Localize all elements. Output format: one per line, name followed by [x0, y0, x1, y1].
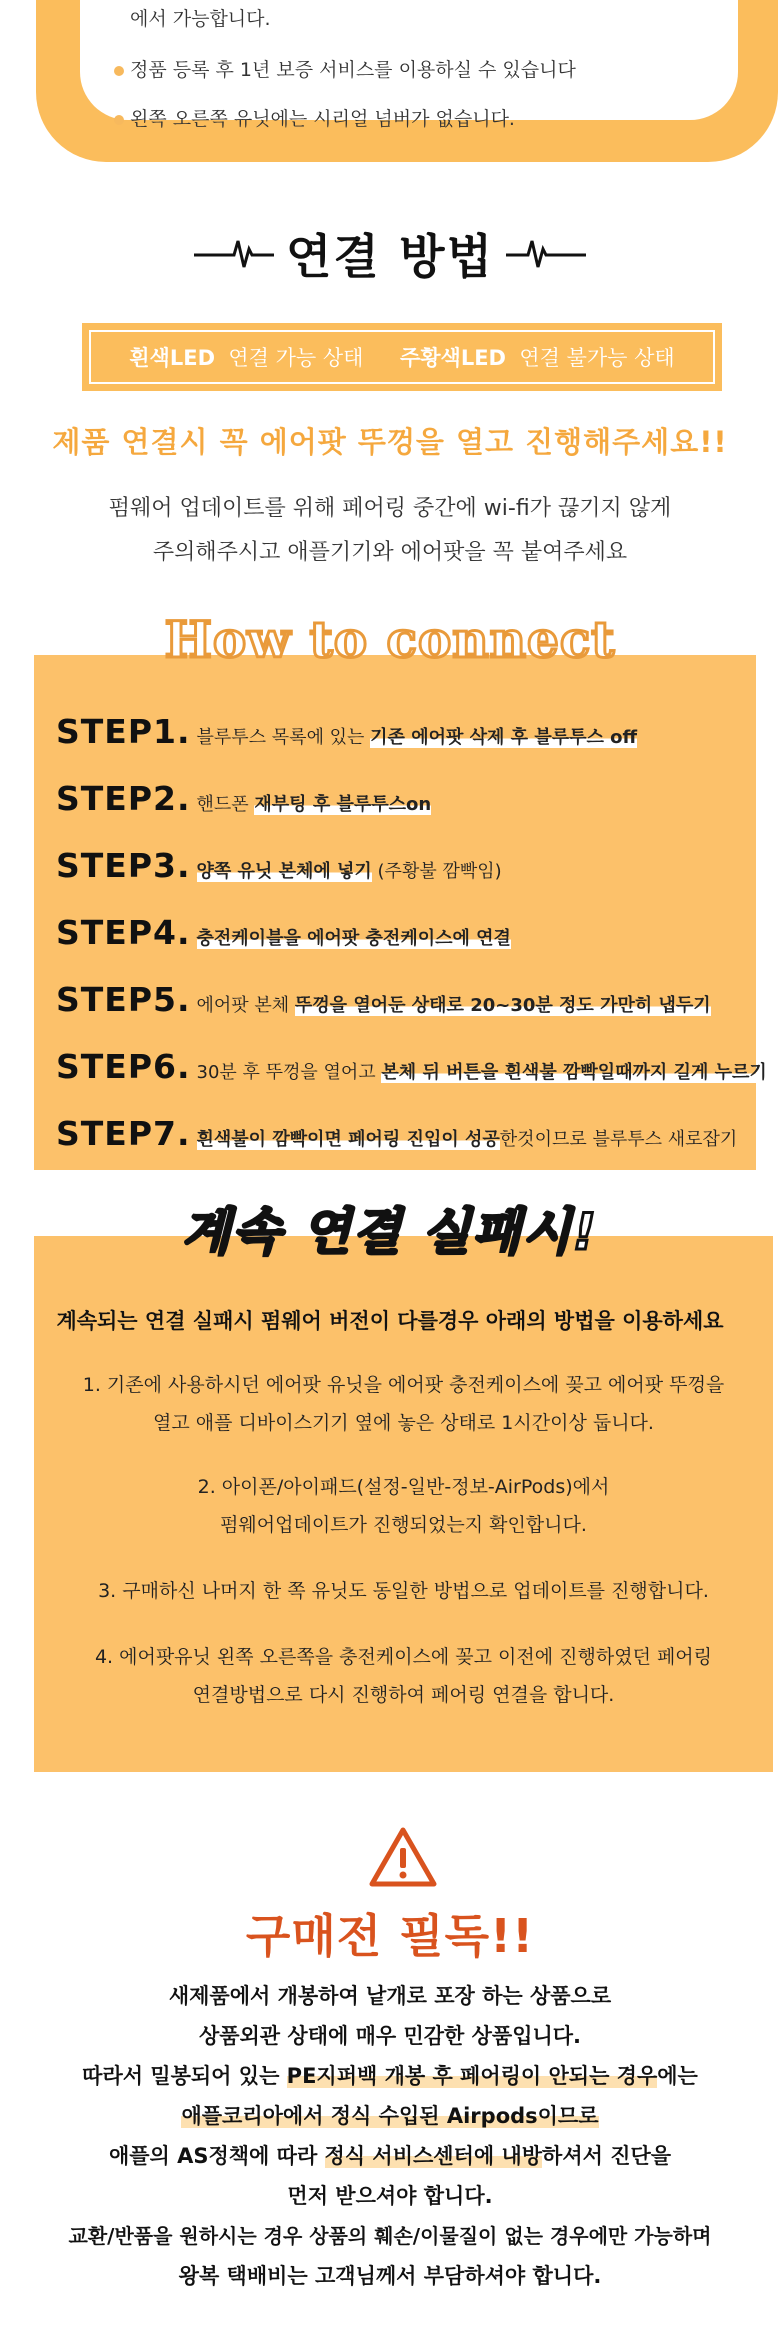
step-item: STEP5. 에어팟 본체 뚜껑을 열어둔 상태로 20~30분 정도 가만히 냅두기: [56, 980, 711, 1019]
notice-line-1: 에서 가능합니다.: [130, 8, 271, 30]
page-title: 연결 방법: [278, 220, 502, 287]
how-to-title: How to connect: [164, 610, 616, 669]
connect-section-title: [0, 218, 780, 288]
step-item: STEP1. 블루투스 목록에 있는 기존 에어팟 삭제 후 블루투스 off: [56, 712, 638, 751]
bullet-icon: [114, 66, 124, 76]
notice-text-6: 먼저 받으셔야 합니다.: [287, 2184, 493, 2208]
step-item: STEP7. 흰색불이 깜빡이면 페어링 진입이 성공한것이므로 블루투스 새로잡기: [56, 1114, 738, 1153]
notice-text-5: 애플의 AS정책에 따라 정식 서비스센터에 내방하셔서 진단을: [108, 2144, 672, 2168]
notice-text-4: 애플코리아에서 정식 수입된 Airpods이므로: [181, 2104, 599, 2128]
notice-line-2: 정품 등록 후 1년 보증 서비스를 이용하실 수 있습니다: [114, 55, 576, 82]
warning-icon: [368, 1826, 438, 1888]
step-item: STEP3. 양쪽 유닛 본체에 넣기 (주황불 깜빡임): [56, 846, 502, 885]
fail-item-3: 3. 구매하신 나머지 한 쪽 유닛도 동일한 방법으로 업데이트를 진행합니다.: [98, 1580, 709, 1602]
pulse-line-icon: [194, 233, 274, 273]
fail-item-1b: 열고 애플 디바이스기기 옆에 놓은 상태로 1시간이상 둡니다.: [153, 1412, 654, 1434]
connect-headline: 제품 연결시 꼭 에어팟 뚜껑을 열고 진행해주세요!!: [52, 425, 728, 459]
fail-item-2b: 펌웨어업데이트가 진행되었는지 확인합니다.: [220, 1514, 587, 1536]
bullet-icon: [114, 115, 124, 125]
fail-item-2a: 2. 아이폰/아이패드(설정-일반-정보-AirPods)에서: [197, 1476, 610, 1498]
notice-text-3: 따라서 밀봉되어 있는 PE지퍼백 개봉 후 페어링이 안되는 경우에는: [82, 2064, 698, 2088]
fail-headline: 계속되는 연결 실패시 펌웨어 버전이 다를경우 아래의 방법을 이용하세요: [56, 1309, 724, 1333]
fail-item-1a: 1. 기존에 사용하시던 에어팟 유닛을 에어팟 충전케이스에 꽂고 에어팟 뚜껑을: [82, 1374, 725, 1396]
led-status-bar: [82, 323, 722, 391]
notice-text-7: 교환/반품을 원하시는 경우 상품의 훼손/이물질이 없는 경우에만 가능하며: [68, 2224, 712, 2248]
notice-text-2: 상품외관 상태에 매우 민감한 상품입니다.: [198, 2024, 582, 2048]
fail-title: 계속 연결 실패시!: [182, 1203, 598, 1261]
connect-info-1: 펌웨어 업데이트를 위해 페어링 중간에 wi-fi가 끊기지 않게: [108, 496, 672, 521]
step-item: STEP6. 30분 후 뚜껑을 열어고 본체 뒤 버튼을 흰색불 깜빡일때까지 길게 누르기: [56, 1047, 767, 1086]
pulse-line-icon: [506, 233, 586, 273]
step-item: STEP2. 핸드폰 재부팅 후 블루투스on: [56, 779, 432, 818]
led-white-status: 흰색LED 연결 가능 상태: [129, 346, 364, 370]
notice-line-3: 왼쪽 오른쪽 유닛에는 시리얼 넘버가 없습니다.: [114, 104, 515, 131]
fail-item-4a: 4. 에어팟유닛 왼쪽 오른쪽을 충전케이스에 꽂고 이전에 진행하였던 페어링: [94, 1646, 713, 1668]
notice-text-8: 왕복 택배비는 고객님께서 부담하셔야 합니다.: [178, 2264, 602, 2288]
step-item: STEP4. 충전케이블을 에어팟 충전케이스에 연결: [56, 913, 511, 952]
led-orange-status: 주황색LED 연결 불가능 상태: [399, 346, 675, 370]
fail-item-4b: 연결방법으로 다시 진행하여 페어링 연결을 합니다.: [192, 1684, 615, 1706]
must-read-title: 구매전 필독!!: [245, 1909, 535, 1963]
connect-info-2: 주의해주시고 애플기기와 에어팟을 꼭 붙여주세요: [152, 540, 628, 565]
notice-text-1: 새제품에서 개봉하여 낱개로 포장 하는 상품으로: [168, 1984, 612, 2008]
